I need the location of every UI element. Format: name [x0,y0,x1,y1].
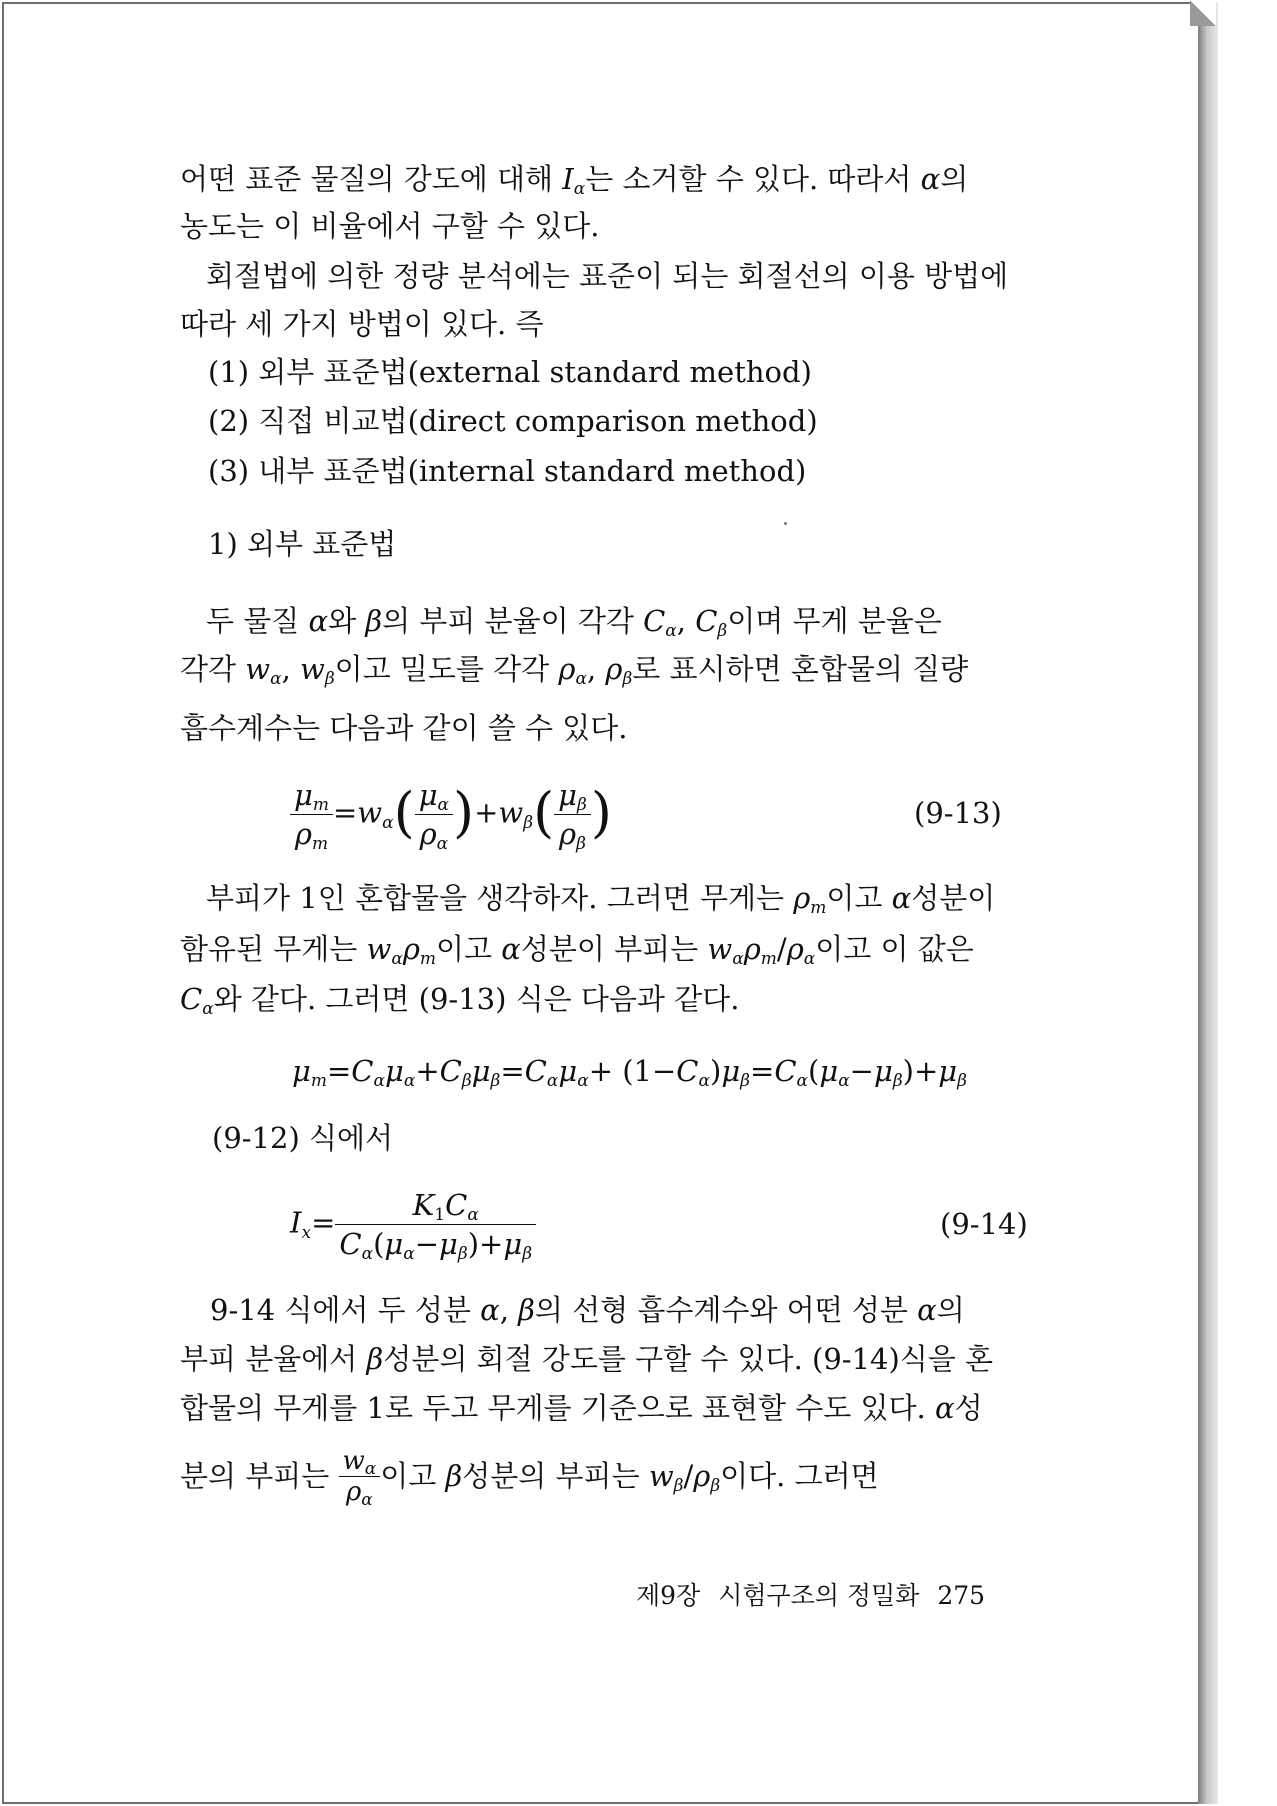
method-item-internal: (3) 내부 표준법(internal standard method) [208,454,807,488]
equation-mu-m: μm=Cαμα+Cβμβ=Cαμα+ (1−Cα)μβ=Cα(μα−μβ)+μβ [292,1054,967,1091]
p4-line2: 함유된 무게는 wαρm이고 α성분이 부피는 wαρm/ρα이고 이 값은 [180,932,974,969]
page-footer [636,1576,1003,1612]
chapter-label: 제9장 [636,1581,701,1610]
equation-number-9-13: (9-13) [914,796,1002,830]
method-item-direct: (2) 직접 비교법(direct comparison method) [208,404,818,438]
eq13-lhs-fraction: $\frac{\mu m}{\rho m}$ [290,778,333,851]
p5-line1: 9-14 식에서 두 성분 α, β의 선형 흡수계수와 어떤 성분 α의 [210,1293,965,1327]
p3-line2: 각각 wα, wβ이고 밀도를 각각 ρα, ρβ로 표시하면 혼합물의 질량 [180,652,969,689]
p1-line2: 농도는 이 비율에서 구할 수 있다. [180,209,600,243]
p5-line3: 합물의 무게를 1로 두고 무게를 기준으로 표현할 수도 있다. α성 [180,1391,983,1425]
p3-line3: 흡수계수는 다음과 같이 쓸 수 있다. [180,711,628,745]
eq14-fraction: $\frac{K1C\alpha}{C\alpha(\mu\alpha-\mu\beta)+\mu\beta}$ [335,1188,536,1261]
p3-line1: 두 물질 α와 β의 부피 분율이 각각 Cα, Cβ이며 무게 분율은 [206,604,942,641]
scan-speck [784,522,787,525]
equation-9-14: Ix= $\frac{K1C\alpha}{C\alpha(\mu\alpha-\mu\beta)+\mu\beta}$ [290,1188,536,1261]
p4-line1: 부피가 1인 혼합물을 생각하자. 그러면 무게는 ρm이고 α성분이 [206,881,996,918]
p5-line4: 분의 부피는 $\frac{w\alpha}{\rho\alpha}$ 이고 β성분의 부피는 wβ/ρβ이다. 그러면 [180,1446,879,1510]
equation-9-13: $\frac{\mu m}{\rho m}$ =wα( $\frac{\mu\alpha}{\rho\alpha}$ )+wβ( $\frac{\mu\beta}{\rho\beta}$ ) [290,778,612,851]
p5-line2: 부피 분율에서 β성분의 회절 강도를 구할 수 있다. (9-14)식을 혼 [180,1342,994,1376]
page-number: 275 [937,1581,986,1610]
chapter-title: 시험구조의 정밀화 [718,1581,920,1610]
p2-line1: 회절법에 의한 정량 분석에는 표준이 되는 회절선의 이용 방법에 [206,259,1009,293]
section-heading: 1) 외부 표준법 [208,527,397,561]
page-edge-shadow [1198,2,1218,1804]
p2-line2: 따라 세 가지 방법이 있다. 즉 [180,307,544,341]
equation-number-9-14: (9-14) [940,1207,1028,1241]
from-eq-9-12: (9-12) 식에서 [212,1121,394,1155]
p4-line3: Cα와 같다. 그러면 (9-13) 식은 다음과 같다. [180,982,740,1019]
method-item-external: (1) 외부 표준법(external standard method) [208,355,812,389]
page-corner-fold [1190,0,1216,26]
p1-line1: 어떤 표준 물질의 강도에 대해 Iα는 소거할 수 있다. 따라서 α의 [180,162,969,199]
